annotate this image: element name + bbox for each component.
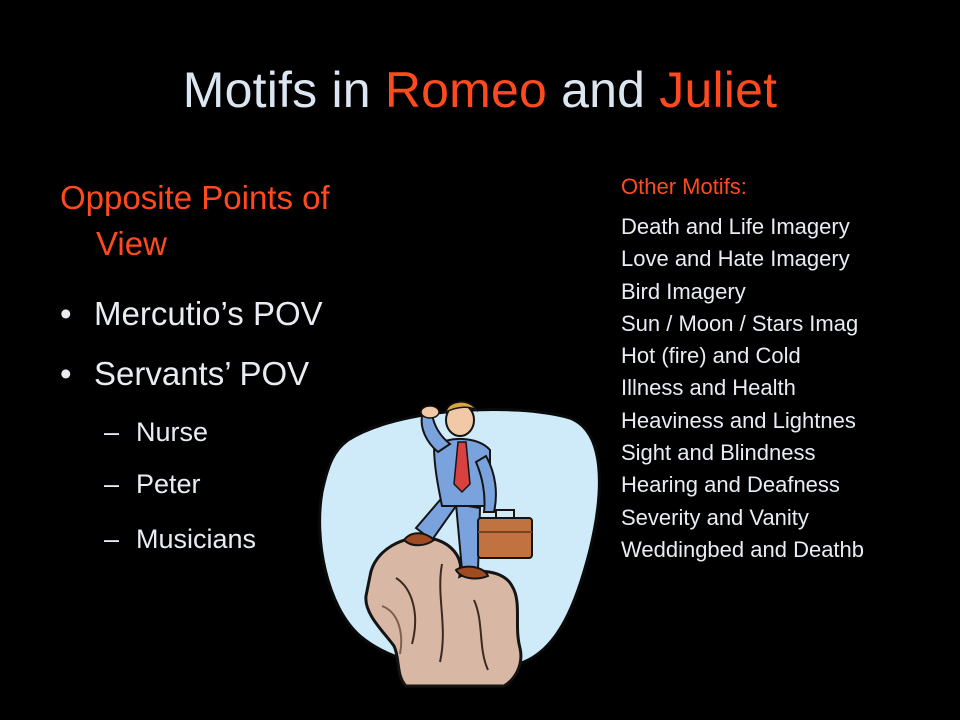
title-part-juliet: Juliet bbox=[659, 62, 778, 118]
bullet-text: Servants’ POV bbox=[94, 355, 310, 392]
left-heading bbox=[60, 175, 420, 267]
sub-bullet-item bbox=[104, 414, 208, 450]
title-part-1: Motifs in bbox=[182, 62, 385, 118]
motif-item: Sun / Moon / Stars Imag bbox=[621, 310, 859, 336]
motif-item: Weddingbed and Deathb bbox=[621, 536, 865, 562]
other-motifs-title: Other Motifs: bbox=[621, 174, 747, 199]
bullet-item bbox=[60, 292, 323, 336]
bullet-dot: • bbox=[60, 355, 72, 392]
motif-item: Love and Hate Imagery bbox=[621, 246, 850, 272]
motif-item: Hearing and Deafness bbox=[621, 472, 840, 498]
bullet-text: Mercutio’s POV bbox=[94, 295, 323, 332]
businessman-on-rock-clipart bbox=[308, 400, 608, 690]
bullet-item bbox=[60, 352, 309, 396]
motif-item: Death and Life Imagery bbox=[621, 214, 850, 239]
sub-bullet-dash: – bbox=[104, 469, 120, 499]
motif-item: Sight and Blindness bbox=[621, 440, 816, 466]
motif-item: Severity and Vanity bbox=[621, 504, 809, 530]
motif-item: Heaviness and Lightnes bbox=[621, 407, 856, 433]
motif-item: Illness and Health bbox=[621, 375, 796, 401]
slide-title bbox=[0, 58, 960, 122]
title-part-romeo: Romeo bbox=[384, 62, 548, 118]
sub-bullet-dash: – bbox=[104, 417, 120, 447]
sub-bullet-text: Nurse bbox=[136, 417, 209, 447]
sub-bullet-text: Peter bbox=[136, 469, 201, 499]
sub-bullet-item bbox=[104, 521, 256, 557]
title-part-3: and bbox=[547, 62, 660, 118]
left-heading-line-2: View bbox=[96, 225, 167, 262]
left-heading-line-1: Opposite Points of bbox=[60, 179, 330, 216]
other-motifs-list bbox=[621, 211, 960, 566]
motif-item: Bird Imagery bbox=[621, 278, 746, 304]
motif-item: Hot (fire) and Cold bbox=[621, 343, 801, 369]
sub-bullet-item bbox=[104, 466, 201, 502]
sub-bullet-text: Musicians bbox=[136, 524, 257, 554]
bullet-dot: • bbox=[60, 295, 72, 332]
sub-bullet-dash: – bbox=[104, 524, 120, 554]
